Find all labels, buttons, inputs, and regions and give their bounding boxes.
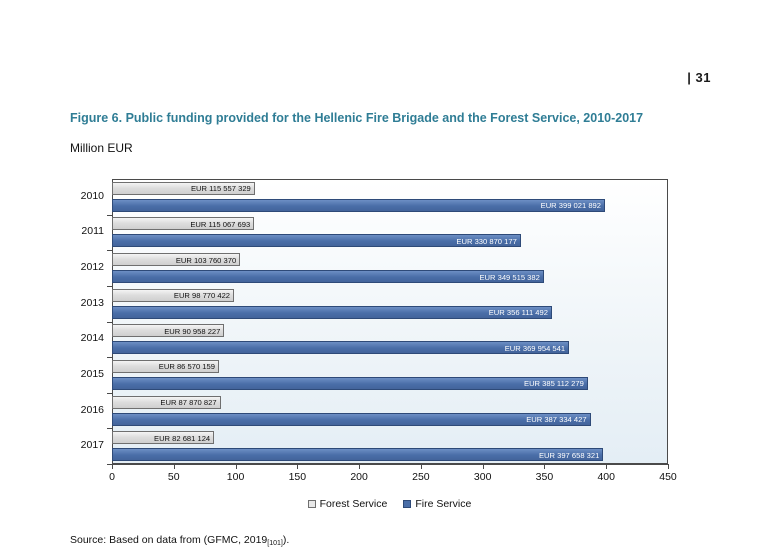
x-axis-tick bbox=[668, 464, 669, 469]
bar-label-forest-service: EUR 87 870 827 bbox=[160, 398, 217, 408]
x-axis-tick bbox=[236, 464, 237, 469]
y-axis-tick bbox=[107, 393, 112, 394]
chart-bars-layer bbox=[80, 179, 668, 464]
bar-fire-service bbox=[112, 413, 591, 426]
source-footnote-marker: [101] bbox=[267, 540, 283, 547]
legend-item-label: Forest Service bbox=[319, 498, 388, 510]
x-axis-tick bbox=[112, 464, 113, 469]
legend-swatch-icon bbox=[308, 500, 316, 508]
legend-item bbox=[308, 498, 388, 510]
y-axis-category-label: 2016 bbox=[80, 403, 104, 416]
y-axis-category-label: 2017 bbox=[80, 439, 104, 452]
figure-title: Figure 6. Public funding provided for the Hellenic Fire Brigade and the Forest Service, 2010-2017 bbox=[70, 111, 644, 125]
x-axis-tick-label: 350 bbox=[535, 471, 554, 483]
source-text: Source: Based on data from (GFMC, 2019 bbox=[70, 534, 268, 546]
x-axis-tick-label: 100 bbox=[226, 471, 245, 483]
x-axis-tick-label: 150 bbox=[288, 471, 307, 483]
bar-label-fire-service: EUR 397 658 321 bbox=[538, 450, 600, 460]
bar-label-forest-service: EUR 115 557 329 bbox=[190, 184, 251, 194]
x-axis-tick-label: 300 bbox=[473, 471, 492, 483]
x-axis-tick-label: 0 bbox=[109, 471, 115, 483]
y-axis-tick bbox=[107, 357, 112, 358]
bar-label-fire-service: EUR 349 515 382 bbox=[479, 272, 540, 282]
bar-label-forest-service: EUR 82 681 124 bbox=[154, 433, 211, 443]
bar-label-fire-service: EUR 330 870 177 bbox=[456, 236, 517, 246]
bar-fire-service bbox=[112, 377, 588, 390]
x-axis-tick bbox=[606, 464, 607, 469]
bar-label-fire-service: EUR 387 334 427 bbox=[526, 415, 587, 425]
bar-label-forest-service: EUR 86 570 159 bbox=[158, 362, 215, 372]
y-axis-category-label: 2013 bbox=[80, 296, 104, 309]
bar-fire-service bbox=[112, 199, 605, 212]
x-axis-tick bbox=[483, 464, 484, 469]
y-axis-tick bbox=[107, 428, 112, 429]
legend-item bbox=[403, 498, 471, 510]
y-axis-category-label: 2015 bbox=[80, 367, 104, 380]
x-axis-tick bbox=[421, 464, 422, 469]
units-label: Million EUR bbox=[70, 141, 133, 155]
bar-label-forest-service: EUR 90 958 227 bbox=[164, 326, 221, 336]
bar-label-fire-service: EUR 385 112 279 bbox=[524, 379, 584, 389]
y-axis-tick bbox=[107, 215, 112, 216]
bar-label-forest-service: EUR 115 067 693 bbox=[190, 219, 251, 229]
y-axis-category-label: 2010 bbox=[80, 189, 104, 202]
source-suffix: ). bbox=[282, 534, 290, 546]
x-axis-tick bbox=[174, 464, 175, 469]
x-axis-tick-label: 250 bbox=[412, 471, 430, 483]
y-axis-tick bbox=[107, 322, 112, 323]
y-axis-category-label: 2011 bbox=[81, 225, 104, 238]
source-note bbox=[70, 534, 289, 546]
x-axis-tick-label: 200 bbox=[350, 471, 368, 483]
bar-label-forest-service: EUR 103 760 370 bbox=[175, 255, 237, 265]
bar-fire-service bbox=[112, 306, 552, 319]
bar-label-fire-service: EUR 356 111 492 bbox=[488, 308, 548, 318]
x-axis-line bbox=[112, 464, 668, 465]
bar-fire-service bbox=[112, 341, 569, 354]
bar-label-forest-service: EUR 98 770 422 bbox=[173, 291, 231, 301]
page-number: | 31 bbox=[687, 70, 711, 85]
x-axis-tick-label: 400 bbox=[597, 471, 615, 483]
x-axis-tick-label: 50 bbox=[167, 471, 180, 483]
chart-legend bbox=[0, 498, 779, 510]
x-axis-tick bbox=[359, 464, 360, 469]
y-axis-category-label: 2012 bbox=[80, 261, 104, 274]
bar-label-fire-service: EUR 369 954 541 bbox=[504, 343, 566, 353]
y-axis-tick bbox=[107, 286, 112, 287]
legend-swatch-icon bbox=[403, 500, 411, 508]
y-axis-category-label: 2014 bbox=[80, 332, 104, 345]
x-axis-tick bbox=[544, 464, 545, 469]
legend-item-label: Fire Service bbox=[415, 498, 472, 510]
y-axis-tick bbox=[107, 250, 112, 251]
bar-fire-service bbox=[112, 448, 603, 461]
bar-label-fire-service: EUR 399 021 892 bbox=[540, 201, 601, 211]
x-axis-tick bbox=[297, 464, 298, 469]
x-axis-tick-label: 450 bbox=[659, 471, 677, 483]
